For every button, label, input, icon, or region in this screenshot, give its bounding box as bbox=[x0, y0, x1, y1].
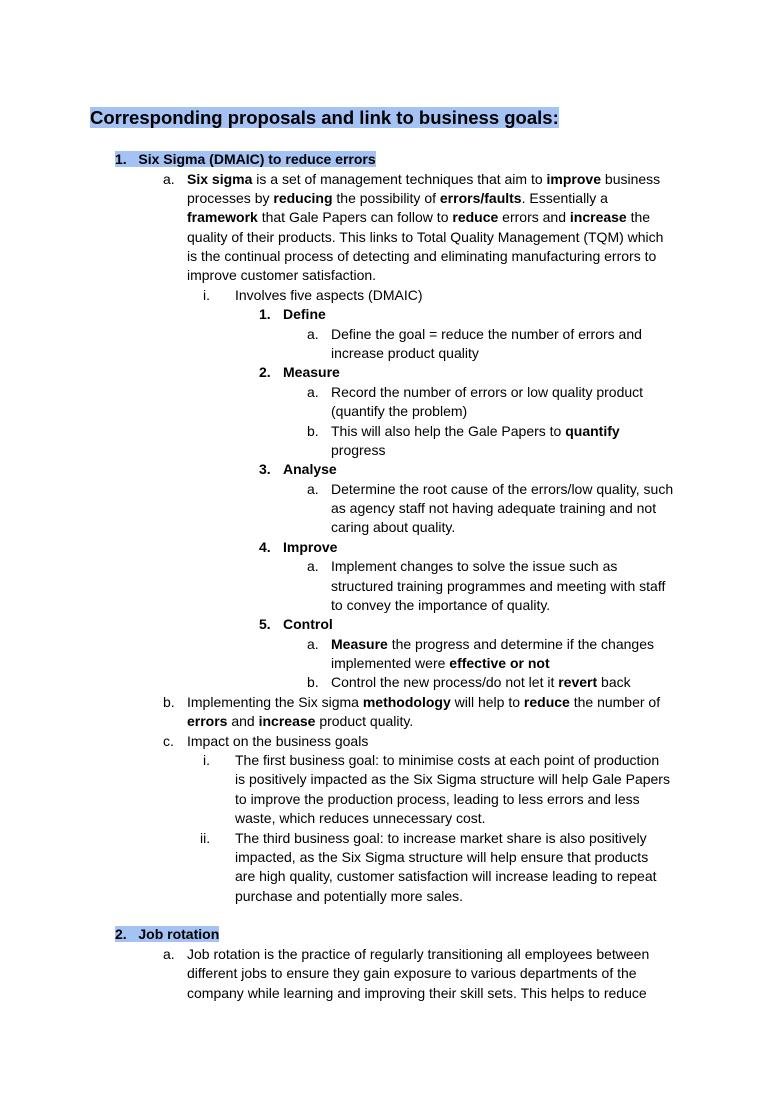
paragraph-line: Job rotation is the practice of regularly transitioning all employees between bbox=[187, 946, 650, 962]
step-number: 5. bbox=[259, 616, 271, 632]
paragraph-line: is positively impacted as the Six Sigma structure will help Gale Papers bbox=[235, 771, 670, 787]
paragraph-line: errors and increase product quality. bbox=[187, 713, 414, 729]
paragraph-line: improve customer satisfaction. bbox=[187, 267, 377, 283]
section-1-heading: 1. Six Sigma (DMAIC) to reduce errors bbox=[115, 151, 376, 167]
paragraph-line: framework that Gale Papers can follow to reduce errors and increase the bbox=[187, 209, 651, 225]
paragraph-line: purchase and potentially more sales. bbox=[235, 888, 464, 904]
paragraph-line: Impact on the business goals bbox=[187, 733, 369, 749]
paragraph-line: increase product quality bbox=[331, 345, 479, 361]
step-name: Analyse bbox=[283, 461, 337, 477]
paragraph-line: Six sigma is a set of management techniques that aim to improve business bbox=[187, 171, 661, 187]
section-2-heading: 2. Job rotation bbox=[115, 926, 220, 942]
paragraph-line: Control the new process/do not let it revert back bbox=[331, 674, 631, 690]
list-marker: i. bbox=[203, 752, 210, 768]
paragraph-line: impacted, as the Six Sigma structure will help ensure that products bbox=[235, 849, 649, 865]
list-marker: a. bbox=[307, 326, 319, 342]
paragraph-line: The third business goal: to increase market share is also positively bbox=[235, 830, 647, 846]
paragraph-line: to convey the importance of quality. bbox=[331, 597, 551, 613]
paragraph-line: Define the goal = reduce the number of errors and bbox=[331, 326, 642, 342]
step-name: Define bbox=[283, 306, 326, 322]
paragraph-line: quality of their products. This links to Total Quality Management (TQM) which bbox=[187, 229, 664, 245]
paragraph-line: are high quality, customer satisfaction will increase leading to repeat bbox=[235, 868, 657, 884]
paragraph-line: Determine the root cause of the errors/low quality, such bbox=[331, 481, 674, 497]
list-marker: c. bbox=[163, 733, 174, 749]
page-title: Corresponding proposals and link to business goals: bbox=[90, 107, 559, 128]
paragraph-line: caring about quality. bbox=[331, 519, 456, 535]
paragraph-line: is the continual process of detecting and eliminating manufacturing errors to bbox=[187, 248, 657, 264]
list-marker: b. bbox=[163, 694, 175, 710]
paragraph-line: waste, which reduces unnecessary cost. bbox=[235, 810, 486, 826]
list-marker: ii. bbox=[200, 830, 211, 846]
list-marker: a. bbox=[307, 384, 319, 400]
list-marker: a. bbox=[307, 558, 319, 574]
paragraph-line: Involves five aspects (DMAIC) bbox=[235, 287, 423, 303]
paragraph-line: to improve the production process, leading to less errors and less bbox=[235, 791, 640, 807]
paragraph-line: different jobs to ensure they gain exposure to various departments of the bbox=[187, 965, 637, 981]
paragraph-line: Record the number of errors or low quality product bbox=[331, 384, 644, 400]
list-marker: a. bbox=[307, 636, 319, 652]
step-number: 4. bbox=[259, 539, 271, 555]
paragraph-line: structured training programmes and meeting with staff bbox=[331, 578, 666, 594]
paragraph-line: processes by reducing the possibility of errors/faults. Essentially a bbox=[187, 190, 608, 206]
paragraph-line: as agency staff not having adequate training and not bbox=[331, 500, 657, 516]
step-name: Control bbox=[283, 616, 333, 632]
list-marker: b. bbox=[307, 674, 319, 690]
step-name: Measure bbox=[283, 364, 340, 380]
step-name: Improve bbox=[283, 539, 338, 555]
paragraph-line: Implement changes to solve the issue such as bbox=[331, 558, 618, 574]
step-number: 3. bbox=[259, 461, 271, 477]
list-marker: i. bbox=[203, 287, 210, 303]
paragraph-line: progress bbox=[331, 442, 386, 458]
paragraph-line: This will also help the Gale Papers to quantify bbox=[331, 423, 620, 439]
paragraph-line: company while learning and improving their skill sets. This helps to reduce bbox=[187, 985, 647, 1001]
list-marker: a. bbox=[307, 481, 319, 497]
step-number: 2. bbox=[259, 364, 271, 380]
paragraph-line: The first business goal: to minimise costs at each point of production bbox=[235, 752, 660, 768]
list-marker: a. bbox=[163, 171, 175, 187]
list-marker: b. bbox=[307, 423, 319, 439]
paragraph-line: Measure the progress and determine if the changes bbox=[331, 636, 654, 652]
step-number: 1. bbox=[259, 306, 271, 322]
paragraph-line: (quantify the problem) bbox=[331, 403, 468, 419]
paragraph-line: Implementing the Six sigma methodology will help to reduce the number of bbox=[187, 694, 661, 710]
list-marker: a. bbox=[163, 946, 175, 962]
paragraph-line: implemented were effective or not bbox=[331, 655, 550, 671]
